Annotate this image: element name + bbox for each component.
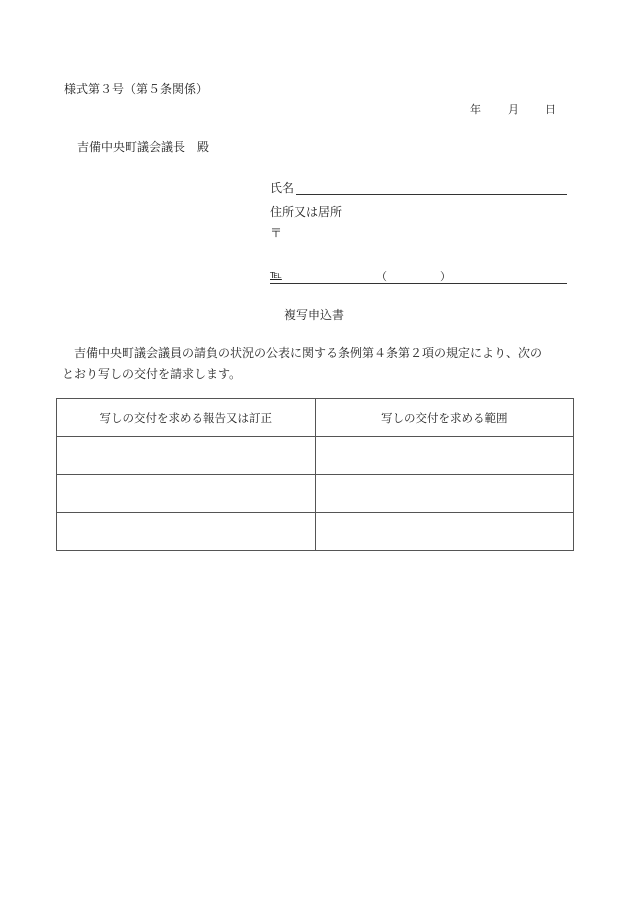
request-table (56, 398, 574, 551)
document-title: 複写申込書 (284, 308, 345, 322)
table-row (57, 475, 574, 513)
date-year: 年 (470, 103, 481, 116)
header-scope: 写しの交付を求める範囲 (315, 399, 574, 437)
body-line-2: とおり写しの交付を請求します。 (62, 367, 242, 381)
table-cell (315, 475, 574, 513)
table-cell (57, 513, 316, 551)
date-month: 月 (508, 103, 519, 116)
date-day: 日 (545, 103, 556, 116)
postal-mark: 〒 (270, 226, 283, 240)
recipient: 吉備中央町議会議長 殿 (77, 140, 210, 154)
table-row (57, 437, 574, 475)
name-label: 氏名 (270, 181, 295, 195)
table-cell (315, 513, 574, 551)
tel-label: ℡ (270, 268, 282, 281)
tel-underline (270, 283, 567, 284)
header-report-or-correction: 写しの交付を求める報告又は訂正 (57, 399, 316, 437)
table-cell (57, 475, 316, 513)
form-number: 様式第３号（第５条関係） (64, 82, 209, 96)
table-cell (315, 437, 574, 475)
table-header-row (57, 399, 574, 437)
name-underline (296, 194, 567, 195)
tel-close-paren: ） (440, 270, 451, 283)
tel-open-paren: （ (376, 270, 387, 283)
table-cell (57, 437, 316, 475)
address-label: 住所又は居所 (270, 205, 343, 219)
body-line-1: 吉備中央町議会議員の請負の状況の公表に関する条例第４条第２項の規定により、次の (62, 346, 543, 360)
table-row (57, 513, 574, 551)
